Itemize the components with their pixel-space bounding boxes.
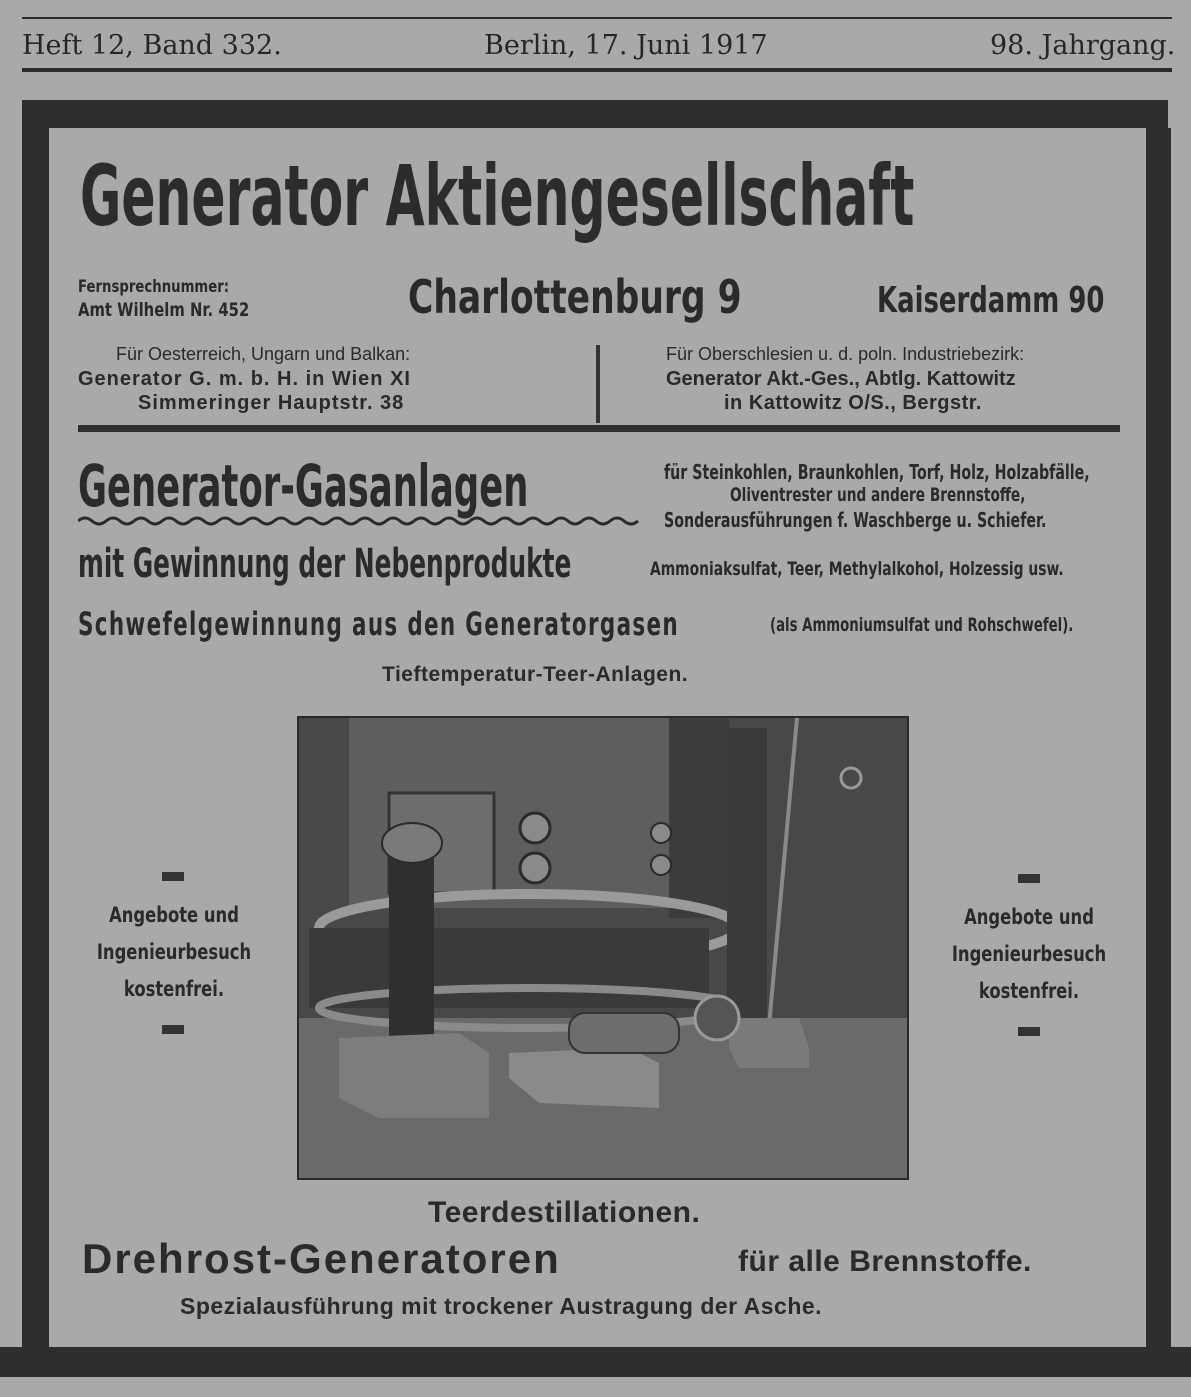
header-rule — [22, 17, 1172, 19]
branch-separator — [596, 345, 600, 423]
special-design: Spezialausführung mit trockener Austragung der Asche. — [180, 1293, 823, 1319]
side-note-right-line: kostenfrei. — [978, 979, 1080, 1003]
phone-label: Fernsprechnummer: — [78, 277, 230, 297]
fuels-line-2: Oliventrester und andere Brennstoffe, — [730, 484, 1026, 506]
lowtemp-plants: Tieftemperatur-Teer-Anlagen. — [382, 663, 689, 686]
header-volume: 98. Jahrgang. — [990, 30, 1176, 61]
header-date: Berlin, 17. Juni 1917 — [484, 30, 768, 61]
sulfur-note: (als Ammoniumsulfat und Rohschwefel). — [770, 614, 1074, 636]
fuels-line-1: für Steinkohlen, Braunkohlen, Torf, Holz, Holzabfälle, — [664, 460, 1090, 484]
rotary-generators-heading: Drehrost-Generatoren — [82, 1235, 561, 1282]
side-note-right — [939, 899, 1120, 1010]
ad-frame-left — [22, 128, 49, 1350]
side-note-left-line: Angebote und — [109, 903, 239, 927]
byproducts-heading: mit Gewinnung der Nebenprodukte — [78, 541, 572, 587]
branch-right-address: in Kattowitz O/S., Bergstr. — [724, 392, 982, 414]
phone-value: Amt Wilhelm Nr. 452 — [78, 299, 250, 321]
tar-distillation: Teerdestillationen. — [428, 1196, 701, 1229]
fuels-line-3: Sonderausführungen f. Waschberge u. Schiefer. — [664, 508, 1047, 532]
city-line: Charlottenburg 9 — [408, 270, 742, 324]
branch-right-region: Für Oberschlesien u. d. poln. Industriebezirk: — [666, 344, 1025, 364]
branch-right-name: Generator Akt.-Ges., Abtlg. Kattowitz — [666, 368, 1016, 390]
generator-illustration — [299, 718, 907, 1178]
branch-left-region: Für Oesterreich, Ungarn und Balkan: — [116, 344, 411, 364]
wavy-underline — [78, 514, 640, 528]
header-rule-bottom — [22, 68, 1172, 72]
ad-frame-bottom — [0, 1347, 1191, 1377]
side-note-right-line: Ingenieurbesuch — [951, 942, 1107, 966]
ad-frame-right — [1146, 128, 1171, 1350]
ornament-square — [162, 1025, 184, 1034]
byproducts-list: Ammoniaksulfat, Teer, Methylalkohol, Holzessig usw. — [650, 558, 1064, 580]
company-title: Generator Aktiengesellschaft — [80, 147, 915, 245]
header-issue: Heft 12, Band 332. — [22, 30, 282, 61]
rotary-fuels: für alle Brennstoffe. — [738, 1245, 1032, 1278]
side-note-left-line: Ingenieurbesuch — [96, 940, 252, 964]
section-rule — [78, 425, 1120, 432]
ornament-square — [162, 872, 184, 881]
ad-frame-top — [22, 100, 1168, 128]
product-heading: Generator-Gasanlagen — [78, 452, 529, 520]
side-note-left — [84, 897, 265, 1008]
branch-left-name: Generator G. m. b. H. in Wien XI — [78, 368, 411, 390]
sulfur-heading: Schwefelgewinnung aus den Generatorgasen — [78, 605, 679, 643]
generator-photo — [297, 716, 909, 1180]
branch-left-address: Simmeringer Hauptstr. 38 — [138, 392, 405, 414]
ornament-square — [1018, 1027, 1040, 1036]
ornament-square — [1018, 874, 1040, 883]
street-line: Kaiserdamm 90 — [877, 280, 1105, 321]
side-note-right-line: Angebote und — [964, 905, 1094, 929]
side-note-left-line: kostenfrei. — [123, 977, 225, 1001]
